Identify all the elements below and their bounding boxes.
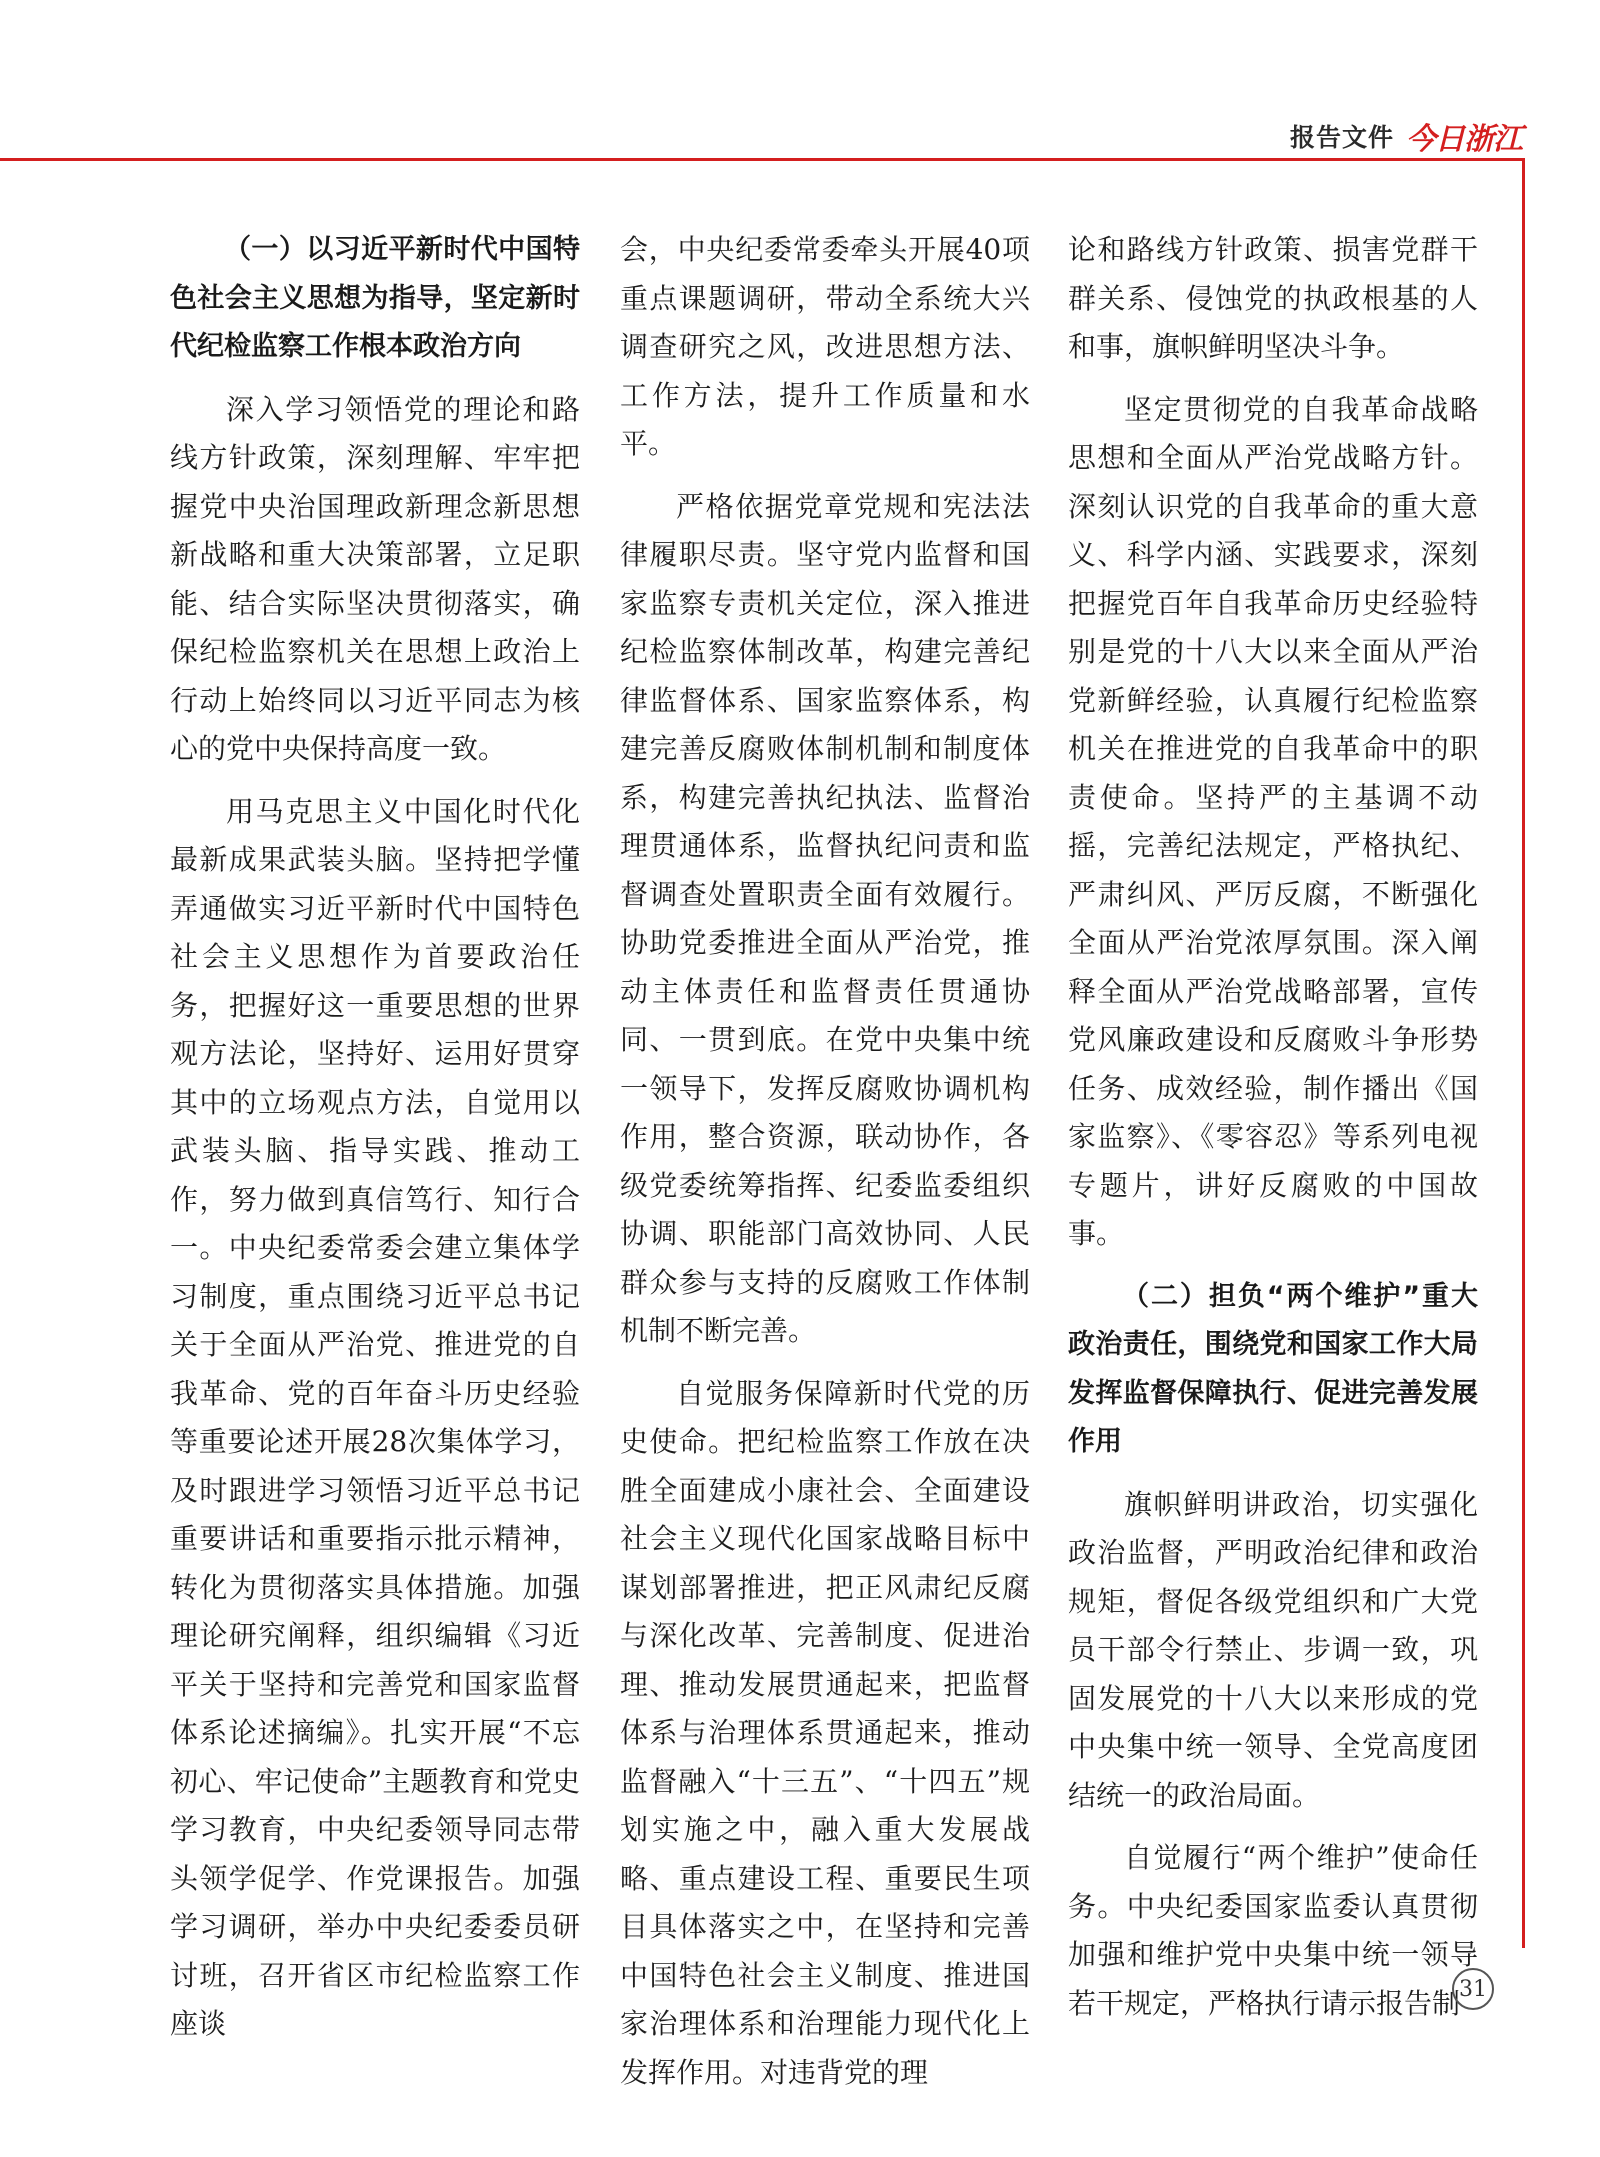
paragraph: 会，中央纪委常委牵头开展40项重点课题调研，带动全系统大兴调查研究之风，改进思想方法、工作方法，提升工作质量和水平。 [620,233,1030,460]
running-header [1290,116,1522,156]
section-heading-2: （二）担负“两个维护”重大政治责任，围绕党和国家工作大局发挥监督保障执行、促进完善发展作用 [1068,1280,1478,1457]
paragraph: 自觉履行“两个维护”使命任务。中央纪委国家监委认真贯彻加强和维护党中央集中统一领导若干规定，严格执行请示报告制 [1068,1841,1478,2020]
paragraph: 论和路线方针政策、损害党群干群关系、侵蚀党的执政根基的人和事，旗帜鲜明坚决斗争。 [1068,233,1478,363]
column-2 [620,226,1030,2089]
page-number: 31 [1452,1968,1494,2010]
paragraph: 用马克思主义中国化时代化最新成果武装头脑。坚持把学懂弄通做实习近平新时代中国特色社会主义思想作为首要政治任务，把握好这一重要思想的世界观方法论，坚持好、运用好贯穿其中的立场观点方法，自觉用以武装头脑、指导实践、推动工作，努力做到真信笃行、知行合一。中央纪委常委会建立集体学习制度，重点围绕习近平总书记关于全面从严治党、推进党的自我革命、党的百年奋斗历史经验等重要论述开展28次集体学习，及时跟进学习领悟习近平总书记重要讲话和重要指示批示精神，转化为贯彻落实具体措施。加强理论研究阐释，组织编辑《习近平关于坚持和完善党和国家监督体系论述摘编》。扎实开展“不忘初心、牢记使命”主题教育和党史学习教育，中央纪委领导同志带头领学促学、作党课报告。加强学习调研，举办中央纪委委员研讨班，召开省区市纪检监察工作座谈 [170,794,580,2040]
side-rule [1522,158,1525,1948]
section-heading-1: （一）以习近平新时代中国特色社会主义思想为指导，坚定新时代纪检监察工作根本政治方向 [170,234,580,362]
paragraph: 自觉服务保障新时代党的历史使命。把纪检监察工作放在决胜全面建成小康社会、全面建设社会主义现代化国家战略目标中谋划部署推进，把正风肃纪反腐与深化改革、完善制度、促进治理、推动发展贯通起来，把监督体系与治理体系贯通起来，推动监督融入“十三五”、“十四五”规划实施之中，融入重大发展战略、重点建设工程、重要民生项目具体落实之中，在坚持和完善中国特色社会主义制度、推进国家治理体系和治理能力现代化上发挥作用。对违背党的理 [620,1376,1030,2089]
paragraph: 深入学习领悟党的理论和路线方针政策，深刻理解、牢牢把握党中央治国理政新理念新思想新战略和重大决策部署，立足职能、结合实际坚决贯彻落实，确保纪检监察机关在思想上政治上行动上始终同以习近平同志为核心的党中央保持高度一致。 [170,392,580,765]
paragraph: 严格依据党章党规和宪法法律履职尽责。坚守党内监督和国家监察专责机关定位，深入推进纪检监察体制改革，构建完善纪律监督体系、国家监察体系，构建完善反腐败体制机制和制度体系，构建完善执纪执法、监督治理贯通体系，监督执纪问责和监督调查处置职责全面有效履行。协助党委推进全面从严治党，推动主体责任和监督责任贯通协同、一贯到底。在党中央集中统一领导下，发挥反腐败协调机构作用，整合资源，联动协作，各级党委统筹指挥、纪委监委组织协调、职能部门高效协同、人民群众参与支持的反腐败工作体制机制不断完善。 [620,489,1030,1347]
paragraph: 旗帜鲜明讲政治，切实强化政治监督，严明政治纪律和政治规矩，督促各级党组织和广大党员干部令行禁止、步调一致，巩固发展党的十八大以来形成的党中央集中统一领导、全党高度团结统一的政治局面。 [1068,1487,1478,1812]
header-rule [0,158,1525,161]
column-1 [170,226,580,2040]
paragraph: 坚定贯彻党的自我革命战略思想和全面从严治党战略方针。深刻认识党的自我革命的重大意义、科学内涵、实践要求，深刻把握党百年自我革命历史经验特别是党的十八大以来全面从严治党新鲜经验，认真履行纪检监察机关在推进党的自我革命中的职责使命。坚持严的主基调不动摇，完善纪法规定，严格执纪、严肃纠风、严厉反腐，不断强化全面从严治党浓厚氛围。深入阐释全面从严治党战略部署，宣传党风廉政建设和反腐败斗争形势任务、成效经验，制作播出《国家监察》、《零容忍》等系列电视专题片，讲好反腐败的中国故事。 [1068,392,1478,1250]
section-label: 报告文件 [1290,123,1395,152]
brand-logo: 今日浙江 [1406,122,1523,157]
